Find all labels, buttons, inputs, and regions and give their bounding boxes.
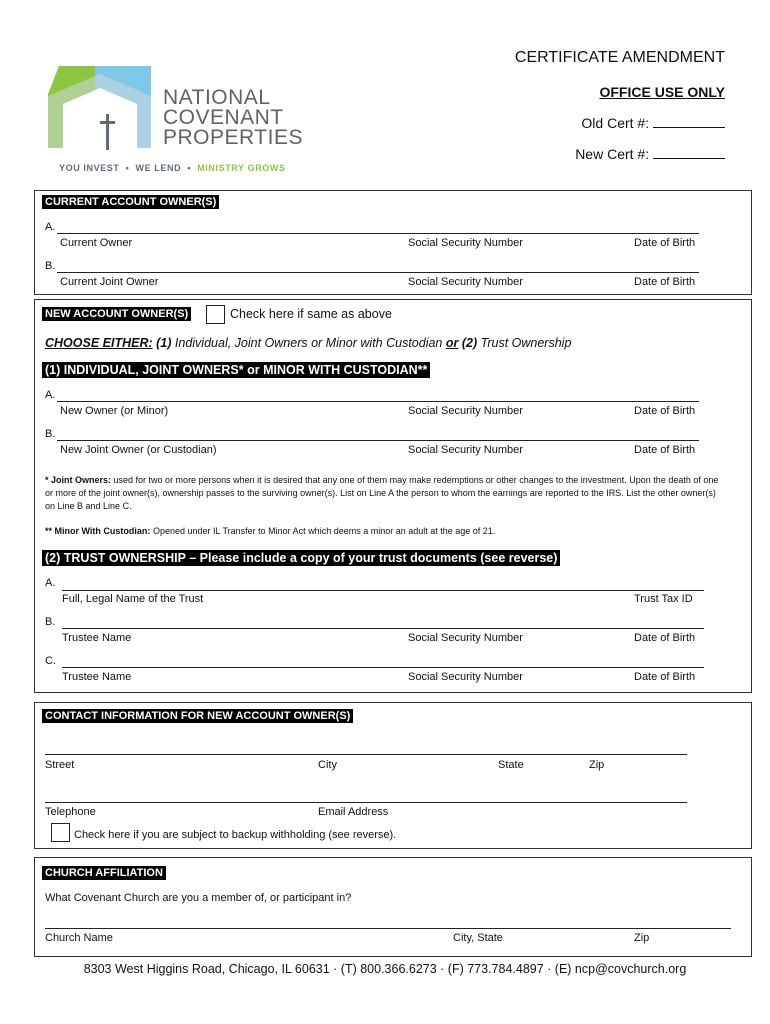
form-title: CERTIFICATE AMENDMENT [514, 49, 725, 66]
address-line[interactable] [45, 754, 687, 755]
trust-line-c-letter: C. [45, 655, 56, 667]
church-name-label: Church Name [45, 932, 113, 944]
logo-tag-ministry: MINISTRY GROWS [197, 163, 286, 173]
trust-line-b-letter: B. [45, 616, 56, 628]
trustee-1-label: Trustee Name [62, 632, 132, 644]
choose-or: or [445, 336, 459, 350]
current-joint-line[interactable] [57, 272, 699, 273]
new-joint-line[interactable] [57, 440, 699, 441]
same-as-above-checkbox[interactable] [206, 305, 225, 324]
new-joint-dob-label: Date of Birth [634, 444, 696, 456]
old-cert-label: Old Cert #: [581, 115, 650, 131]
new-line-b-letter: B. [45, 428, 56, 440]
state-label: State [498, 759, 524, 771]
choose-option-2-text: Trust Ownership [480, 336, 572, 350]
logo-tag-invest: YOU INVEST [59, 163, 120, 173]
church-city-state-label: City, State [453, 932, 503, 944]
trustee-2-ssn-label: Social Security Number [408, 671, 523, 683]
phone-email-line[interactable] [45, 802, 687, 803]
current-owners-heading: CURRENT ACCOUNT OWNER(S) [42, 195, 219, 209]
new-cert-field[interactable] [653, 146, 725, 159]
church-question: What Covenant Church are you a member of, or participant in? [45, 892, 352, 904]
current-joint-label: Current Joint Owner [60, 276, 159, 288]
zip-label: Zip [589, 759, 605, 771]
logo-tag-separator: • [125, 163, 130, 173]
trustee-2-dob-label: Date of Birth [634, 671, 696, 683]
email-label: Email Address [318, 806, 389, 818]
office-use-label: OFFICE USE ONLY [599, 84, 725, 100]
choose-option-1-text: Individual, Joint Owners or Minor with Custodian [174, 336, 443, 350]
same-as-above-label: Check here if same as above [230, 307, 392, 321]
trustee-1-ssn-label: Social Security Number [408, 632, 523, 644]
current-line-a-letter: A. [45, 221, 56, 233]
current-owner-line[interactable] [57, 233, 699, 234]
choose-either-lead: CHOOSE EITHER: [45, 336, 153, 350]
joint-owners-note [45, 474, 727, 513]
new-joint-ssn-label: Social Security Number [408, 444, 523, 456]
individual-section-heading: (1) INDIVIDUAL, JOINT OWNERS* or MINOR WITH CUSTODIAN** [42, 362, 430, 378]
logo-line-national: NATIONAL [163, 86, 271, 109]
trustee-2-line[interactable] [62, 667, 704, 668]
city-label: City [318, 759, 337, 771]
trustee-1-line[interactable] [62, 628, 704, 629]
contact-section [34, 702, 752, 849]
choose-option-1: (1) [156, 336, 172, 350]
trust-section-heading: (2) TRUST OWNERSHIP – Please include a copy of your trust documents (see reverse) [42, 550, 560, 566]
current-owner-dob-label: Date of Birth [634, 237, 696, 249]
new-owners-heading: NEW ACCOUNT OWNER(S) [42, 307, 191, 321]
street-label: Street [45, 759, 75, 771]
choose-either-line [45, 336, 571, 350]
backup-withholding-label: Check here if you are subject to backup withholding (see reverse). [74, 829, 397, 841]
joint-owners-note-text: used for two or more persons when it is desired that any one of them may make redemptions or other changes to the investment. Upon the death of one or more of the joint owner(s), ownership passes to the surviving owner(s). List on Line A the person to whom the earnings are reported to the IRS. List the other owner(s) on Line B and Line C. [45, 475, 719, 511]
minor-custodian-note [45, 525, 495, 538]
contact-heading: CONTACT INFORMATION FOR NEW ACCOUNT OWNER(S) [42, 709, 353, 723]
trust-tax-id-label: Trust Tax ID [634, 593, 693, 605]
new-cert-label: New Cert #: [575, 146, 650, 162]
telephone-label: Telephone [45, 806, 96, 818]
trustee-2-label: Trustee Name [62, 671, 132, 683]
current-line-b-letter: B. [45, 260, 56, 272]
logo-tag-separator: • [187, 163, 192, 173]
current-joint-ssn-label: Social Security Number [408, 276, 523, 288]
trust-name-label: Full, Legal Name of the Trust [62, 593, 204, 605]
new-owner-ssn-label: Social Security Number [408, 405, 523, 417]
logo-tag-lend: WE LEND [135, 163, 182, 173]
current-owner-label: Current Owner [60, 237, 133, 249]
footer-address: 8303 West Higgins Road, Chicago, IL 60631 · (T) 800.366.6273 · (F) 773.784.4897 · (E) ncp@covchurch.org [83, 962, 687, 976]
church-heading: CHURCH AFFILIATION [42, 866, 166, 880]
new-owner-label: New Owner (or Minor) [60, 405, 169, 417]
old-cert-field[interactable] [653, 115, 725, 128]
backup-withholding-checkbox[interactable] [51, 823, 70, 842]
joint-owners-note-lead: * Joint Owners: [45, 475, 112, 485]
choose-option-2: (2) [461, 336, 478, 350]
house-logo-icon [45, 66, 155, 156]
logo [45, 66, 303, 178]
trust-name-line[interactable] [62, 590, 704, 591]
trustee-1-dob-label: Date of Birth [634, 632, 696, 644]
current-owner-ssn-label: Social Security Number [408, 237, 523, 249]
church-line[interactable] [45, 928, 731, 929]
minor-custodian-note-text: Opened under IL Transfer to Minor Act which deems a minor an adult at the age of 21. [152, 526, 496, 536]
new-owner-line[interactable] [57, 401, 699, 402]
current-joint-dob-label: Date of Birth [634, 276, 696, 288]
trust-line-a-letter: A. [45, 577, 56, 589]
new-joint-label: New Joint Owner (or Custodian) [60, 444, 217, 456]
logo-line-covenant: COVENANT [163, 106, 284, 129]
new-line-a-letter: A. [45, 389, 56, 401]
church-zip-label: Zip [634, 932, 650, 944]
logo-line-properties: PROPERTIES [163, 126, 303, 149]
new-owner-dob-label: Date of Birth [634, 405, 696, 417]
minor-custodian-note-lead: ** Minor With Custodian: [45, 526, 151, 536]
